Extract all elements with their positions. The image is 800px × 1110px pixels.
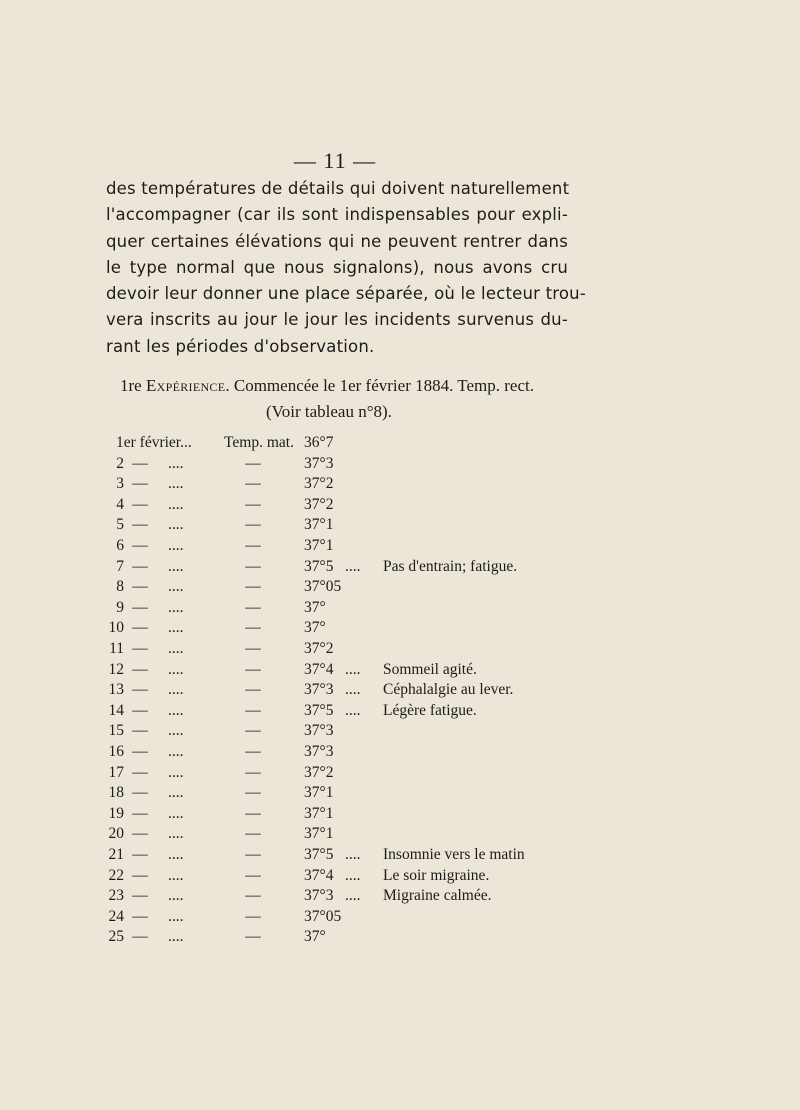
- leader-dots: ....: [168, 619, 184, 637]
- leader-dots: ....: [168, 784, 184, 802]
- temperature-value: 37°: [304, 598, 326, 616]
- observation-note: Migraine calmée.: [383, 887, 492, 905]
- temperature-value: 37°5: [304, 557, 334, 575]
- ditto-dash: —: [132, 866, 148, 884]
- leader-dots: ....: [168, 866, 184, 884]
- leader-dots: ....: [345, 660, 361, 678]
- log-row: [0, 764, 800, 786]
- day-number: 6: [116, 537, 124, 554]
- ditto-dash: —: [132, 784, 148, 802]
- day-number: 15: [108, 722, 124, 740]
- log-row: [0, 640, 800, 662]
- temperature-value: 37°3: [304, 722, 334, 740]
- paragraph-line: le type normal que nous signalons), nous avons cru: [106, 257, 568, 277]
- day-number: 23: [108, 887, 124, 905]
- log-row: [0, 475, 800, 497]
- day-number: 16: [108, 743, 124, 760]
- ditto-dash: —: [132, 743, 148, 760]
- paragraph-line: vera inscrits au jour le jour les incidents survenus du-: [106, 310, 568, 330]
- ditto-dash: —: [132, 846, 148, 863]
- leader-dots: ....: [345, 557, 361, 575]
- day-number: 2: [116, 454, 124, 472]
- ditto-dash: —: [245, 743, 261, 760]
- temperature-value: 37°2: [304, 495, 334, 513]
- log-row: [0, 455, 800, 477]
- leader-dots: ....: [168, 722, 184, 740]
- body-paragraph: [106, 176, 586, 360]
- leader-dots: ....: [168, 743, 184, 760]
- ditto-dash: —: [132, 495, 148, 513]
- ditto-dash: —: [245, 763, 261, 781]
- leader-dots: ....: [168, 846, 184, 863]
- ditto-dash: —: [245, 804, 261, 822]
- log-row: [0, 867, 800, 889]
- temperature-value: 37°3: [304, 743, 334, 760]
- day-number: 5: [116, 516, 124, 534]
- leader-dots: ....: [168, 804, 184, 822]
- temperature-value: 37°1: [304, 804, 334, 822]
- first-date-label: 1er février...: [116, 434, 192, 451]
- ditto-dash: —: [245, 475, 261, 493]
- log-row: [0, 578, 800, 600]
- day-number: 18: [108, 784, 124, 802]
- day-number: 22: [108, 866, 124, 884]
- log-row: [0, 702, 800, 724]
- observation-note: Céphalalgie au lever.: [383, 681, 514, 699]
- experiment-heading: [120, 376, 534, 396]
- ditto-dash: —: [132, 907, 148, 925]
- ditto-dash: —: [245, 640, 261, 657]
- day-number: 21: [108, 846, 124, 863]
- ditto-dash: —: [245, 660, 261, 678]
- ditto-dash: —: [132, 640, 148, 657]
- temperature-value: 37°05: [304, 907, 342, 925]
- leader-dots: ....: [168, 640, 184, 657]
- ditto-dash: —: [132, 804, 148, 822]
- leader-dots: ....: [168, 598, 184, 616]
- temperature-value: 36°7: [304, 434, 334, 451]
- ditto-dash: —: [132, 475, 148, 493]
- temperature-value: 37°1: [304, 825, 334, 843]
- ditto-dash: —: [132, 887, 148, 905]
- log-row: [0, 825, 800, 847]
- observation-note: Le soir migraine.: [383, 866, 490, 884]
- experiment-table-ref: (Voir tableau n°8).: [266, 402, 392, 421]
- temperature-value: 37°: [304, 928, 326, 946]
- ditto-dash: —: [132, 598, 148, 616]
- observation-note: Insomnie vers le matin: [383, 846, 525, 863]
- experiment-ordinal: 1re: [120, 376, 142, 395]
- ditto-dash: —: [245, 784, 261, 802]
- observation-note: Légère fatigue.: [383, 701, 477, 719]
- log-row: [0, 887, 800, 909]
- log-row: [0, 805, 800, 827]
- temperature-value: 37°3: [304, 454, 334, 472]
- ditto-dash: —: [132, 928, 148, 946]
- experiment-label: Expérience: [145, 376, 226, 395]
- observation-note: Pas d'entrain; fatigue.: [383, 557, 518, 575]
- ditto-dash: —: [132, 557, 148, 575]
- temperature-value: 37°1: [304, 537, 334, 554]
- log-row: [0, 516, 800, 538]
- temperature-value: 37°: [304, 619, 326, 637]
- leader-dots: ....: [168, 763, 184, 781]
- day-number: 14: [108, 701, 124, 719]
- temperature-value: 37°4: [304, 660, 334, 678]
- ditto-dash: —: [132, 825, 148, 843]
- experiment-details: . Commencée le 1er février 1884. Temp. rect.: [225, 376, 534, 395]
- ditto-dash: —: [132, 619, 148, 637]
- log-row: [0, 661, 800, 683]
- log-row: [0, 908, 800, 930]
- ditto-dash: —: [132, 454, 148, 472]
- day-number: 3: [116, 475, 124, 493]
- leader-dots: ....: [168, 516, 184, 534]
- ditto-dash: —: [245, 681, 261, 699]
- ditto-dash: —: [245, 846, 261, 863]
- paragraph-line: des températures de détails qui doivent naturellement: [106, 179, 570, 198]
- day-number: 9: [116, 598, 124, 616]
- temperature-value: 37°05: [304, 578, 342, 596]
- ditto-dash: —: [245, 866, 261, 884]
- temperature-value: 37°4: [304, 866, 334, 884]
- paragraph-line: devoir leur donner une place séparée, où le lecteur trou-: [106, 284, 586, 304]
- temperature-value: 37°1: [304, 516, 334, 534]
- paragraph-line: quer certaines élévations qui ne peuvent rentrer dans: [106, 231, 568, 251]
- ditto-dash: —: [245, 557, 261, 575]
- ditto-dash: —: [245, 598, 261, 616]
- leader-dots: ....: [345, 701, 361, 719]
- leader-dots: ....: [168, 660, 184, 678]
- page-number: — 11 —: [293, 148, 377, 173]
- measure-label: Temp. mat.: [224, 434, 294, 451]
- ditto-dash: —: [245, 701, 261, 719]
- day-number: 11: [109, 640, 124, 657]
- leader-dots: ....: [168, 928, 184, 946]
- leader-dots: ....: [168, 475, 184, 493]
- log-row: [0, 928, 800, 950]
- leader-dots: ....: [168, 537, 184, 554]
- ditto-dash: —: [132, 578, 148, 596]
- paragraph-line: l'accompagner (car ils sont indispensables pour expli-: [106, 205, 568, 225]
- log-row: [0, 496, 800, 518]
- temperature-value: 37°2: [304, 763, 334, 781]
- day-number: 20: [108, 825, 124, 843]
- temperature-value: 37°1: [304, 784, 334, 802]
- leader-dots: ....: [168, 578, 184, 596]
- log-row: [0, 681, 800, 703]
- day-number: 10: [108, 619, 124, 637]
- log-row: [0, 784, 800, 806]
- ditto-dash: —: [132, 701, 148, 719]
- temperature-value: 37°5: [304, 846, 334, 863]
- leader-dots: ....: [168, 825, 184, 843]
- ditto-dash: —: [132, 681, 148, 699]
- leader-dots: ....: [168, 887, 184, 905]
- day-number: 8: [116, 578, 124, 596]
- day-number: 17: [108, 763, 124, 781]
- ditto-dash: —: [245, 495, 261, 513]
- temperature-value: 37°2: [304, 640, 334, 657]
- ditto-dash: —: [245, 516, 261, 534]
- leader-dots: ....: [345, 846, 361, 863]
- leader-dots: ....: [345, 887, 361, 905]
- leader-dots: ....: [345, 866, 361, 884]
- log-row: [0, 722, 800, 744]
- log-row: [0, 619, 800, 641]
- day-number: 12: [108, 660, 124, 678]
- day-number: 7: [116, 557, 124, 575]
- temperature-value: 37°3: [304, 681, 334, 699]
- ditto-dash: —: [245, 928, 261, 946]
- ditto-dash: —: [245, 578, 261, 596]
- ditto-dash: —: [245, 537, 261, 554]
- ditto-dash: —: [245, 907, 261, 925]
- day-number: 25: [108, 928, 124, 946]
- log-row: [0, 537, 800, 559]
- ditto-dash: —: [132, 763, 148, 781]
- leader-dots: ....: [168, 701, 184, 719]
- leader-dots: ....: [345, 681, 361, 699]
- ditto-dash: —: [132, 516, 148, 534]
- temperature-value: 37°5: [304, 701, 334, 719]
- paragraph-line: rant les périodes d'observation.: [106, 336, 375, 356]
- log-row: [0, 558, 800, 580]
- ditto-dash: —: [245, 722, 261, 740]
- leader-dots: ....: [168, 907, 184, 925]
- ditto-dash: —: [132, 722, 148, 740]
- day-number: 24: [108, 907, 124, 925]
- ditto-dash: —: [245, 454, 261, 472]
- leader-dots: ....: [168, 681, 184, 699]
- ditto-dash: —: [245, 887, 261, 905]
- log-row-first: [0, 434, 800, 456]
- leader-dots: ....: [168, 557, 184, 575]
- log-row: [0, 599, 800, 621]
- leader-dots: ....: [168, 454, 184, 472]
- log-row: [0, 846, 800, 868]
- ditto-dash: —: [245, 825, 261, 843]
- ditto-dash: —: [132, 660, 148, 678]
- leader-dots: ....: [168, 495, 184, 513]
- temperature-value: 37°3: [304, 887, 334, 905]
- day-number: 4: [116, 495, 124, 513]
- ditto-dash: —: [132, 537, 148, 554]
- ditto-dash: —: [245, 619, 261, 637]
- log-row: [0, 743, 800, 765]
- day-number: 13: [108, 681, 124, 699]
- temperature-value: 37°2: [304, 475, 334, 493]
- observation-note: Sommeil agité.: [383, 660, 477, 678]
- day-number: 19: [108, 804, 124, 822]
